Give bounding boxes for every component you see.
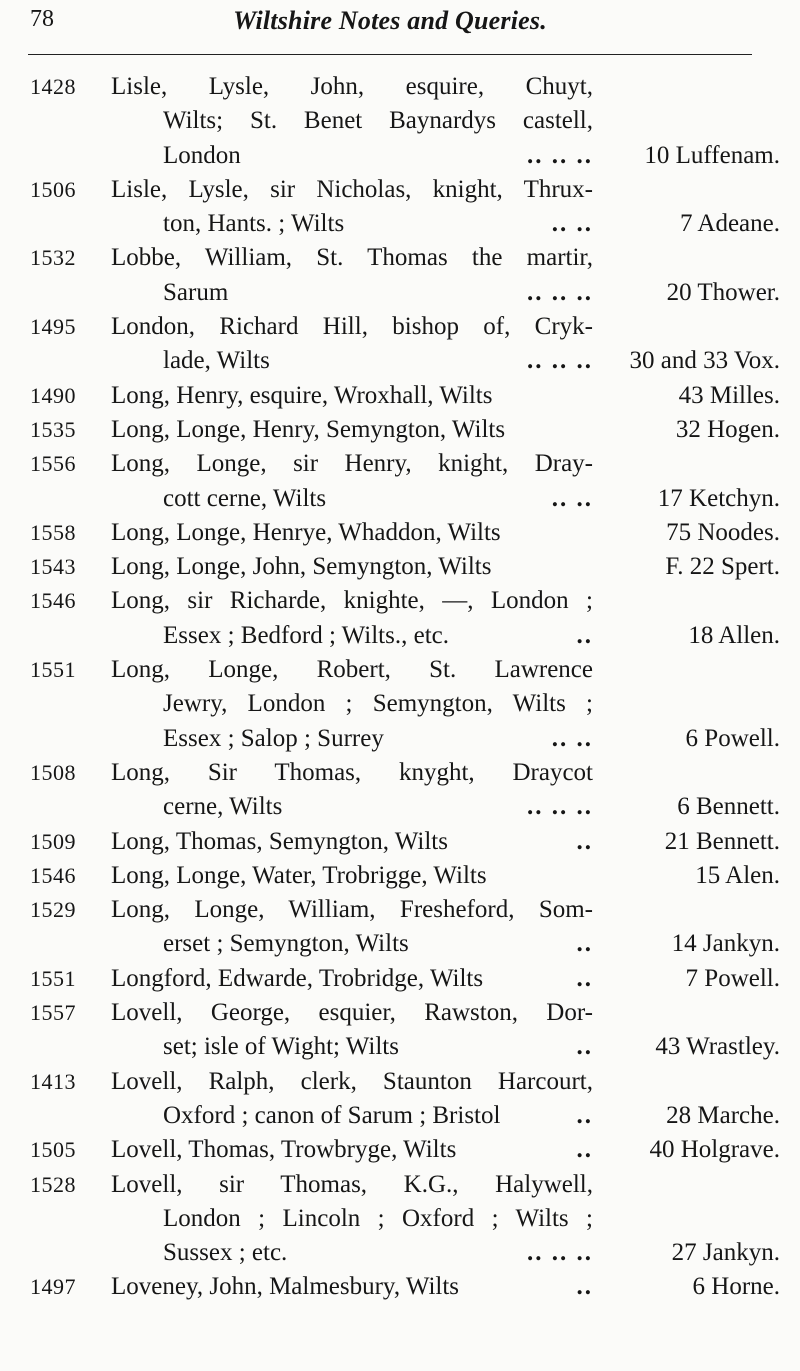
index-entry <box>0 1065 800 1134</box>
entry-text: London, Richard Hill, bishop of, Cryk- <box>111 313 593 341</box>
entry-line <box>111 1270 593 1304</box>
entry-year: 1535 <box>30 416 76 442</box>
entry-year: 1428 <box>30 74 76 99</box>
register-reference: 20 Thower. <box>666 278 780 306</box>
entry-year: 1551 <box>30 657 76 683</box>
dot-leader: .. .. .. <box>527 793 593 821</box>
index-entry <box>0 310 800 379</box>
register-reference: 40 Holgrave. <box>649 1136 780 1164</box>
index-entry <box>0 859 800 893</box>
entry-text: Loveney, John, Malmesbury, Wilts <box>111 1273 460 1301</box>
running-title: Wiltshire Notes and Queries. <box>233 6 547 35</box>
entry-text: Lovell, Ralph, clerk, Staunton Harcourt, <box>111 1067 593 1095</box>
entry-line <box>163 104 593 138</box>
entry-text: cott cerne, Wilts <box>163 484 327 512</box>
index-entries <box>0 70 800 1305</box>
entry-line <box>163 207 593 241</box>
index-entry <box>0 825 800 859</box>
entry-year: 1557 <box>30 1000 76 1026</box>
index-entry <box>0 653 800 756</box>
entry-line <box>111 1133 593 1167</box>
entry-text: Long, Henry, esquire, Wroxhall, Wilts <box>111 381 493 409</box>
entry-text: Wilts; St. Benet Baynardys castell, <box>163 107 593 135</box>
entry-year: 1508 <box>30 759 76 785</box>
entry-line <box>111 653 593 687</box>
register-reference: 6 Horne. <box>692 1273 780 1301</box>
index-entry <box>0 516 800 550</box>
entry-line <box>163 1202 593 1236</box>
dot-leader: .. .. <box>551 484 593 512</box>
entry-line <box>111 447 593 481</box>
entry-text: Sarum <box>163 278 229 306</box>
register-reference: 32 Hogen. <box>675 415 780 443</box>
dot-leader: .. .. <box>551 210 593 238</box>
register-reference: 6 Bennett. <box>677 793 780 821</box>
dot-leader: .. <box>576 621 593 649</box>
register-reference: 43 Milles. <box>678 381 780 409</box>
index-entry <box>0 996 800 1065</box>
index-entry <box>0 1270 800 1304</box>
dot-leader: .. <box>576 1101 593 1129</box>
entry-line <box>111 893 593 927</box>
entry-text: Oxford ; canon of Sarum ; Bristol <box>163 1101 501 1129</box>
entry-year: 1506 <box>30 176 76 202</box>
entry-line <box>111 1168 593 1202</box>
register-reference: 43 Wrastley. <box>655 1033 780 1061</box>
entry-line <box>111 996 593 1030</box>
entry-text: Essex ; Bedford ; Wilts., etc. <box>163 621 449 649</box>
entry-line <box>163 482 593 516</box>
entry-text: Lobbe, William, St. Thomas the martir, <box>111 244 593 272</box>
entry-text: Jewry, London ; Semyngton, Wilts ; <box>163 690 593 718</box>
entry-year: 1532 <box>30 245 76 271</box>
entry-line <box>111 756 593 790</box>
dot-leader: .. <box>576 930 593 958</box>
index-entry <box>0 584 800 653</box>
entry-text: Essex ; Salop ; Surrey <box>163 724 384 752</box>
index-entry <box>0 962 800 996</box>
register-reference: 14 Jankyn. <box>671 930 780 958</box>
dot-leader: .. .. <box>551 724 593 752</box>
entry-text: Longford, Edwarde, Trobridge, Wilts <box>111 964 484 992</box>
dot-leader: .. .. .. <box>527 278 593 306</box>
entry-text: cerne, Wilts <box>163 793 283 821</box>
entry-year: 1490 <box>30 382 76 408</box>
entry-year: 1505 <box>30 1137 76 1163</box>
dot-leader: .. <box>576 1273 593 1301</box>
entry-line <box>111 1065 593 1099</box>
dot-leader: .. <box>576 964 593 992</box>
entry-line <box>111 584 593 618</box>
entry-text: Long, Longe, Henrye, Whaddon, Wilts <box>111 518 501 546</box>
entry-line <box>163 687 593 721</box>
entry-text: London ; Lincoln ; Oxford ; Wilts ; <box>163 1204 593 1232</box>
entry-line <box>163 619 593 653</box>
register-reference: 30 and 33 Vox. <box>629 347 780 375</box>
entry-text: Lovell, sir Thomas, K.G., Halywell, <box>111 1170 593 1198</box>
entry-line <box>163 927 593 961</box>
dot-leader: .. .. .. <box>527 141 593 169</box>
entry-text: Lovell, George, esquier, Rawston, Dor- <box>111 999 593 1027</box>
entry-year: 1497 <box>30 1274 76 1300</box>
register-reference: 17 Ketchyn. <box>657 484 780 512</box>
entry-text: Lovell, Thomas, Trowbryge, Wilts <box>111 1136 457 1164</box>
index-entry <box>0 893 800 962</box>
entry-year: 1529 <box>30 897 76 923</box>
register-reference: 7 Powell. <box>685 964 780 992</box>
index-entry <box>0 447 800 516</box>
entry-line <box>111 413 593 447</box>
entry-line <box>163 1236 593 1270</box>
header-rule <box>28 54 752 55</box>
register-reference: 7 Adeane. <box>680 210 780 238</box>
entry-line <box>163 276 593 310</box>
index-entry <box>0 413 800 447</box>
entry-text: Long, Thomas, Semyngton, Wilts <box>111 827 448 855</box>
register-reference: 18 Allen. <box>688 621 780 649</box>
entry-text: Long, sir Richarde, knighte, —, London ; <box>111 587 593 615</box>
entry-year: 1528 <box>30 1171 76 1197</box>
page-header <box>30 6 750 40</box>
register-reference: 75 Noodes. <box>666 518 780 546</box>
entry-text: Long, Longe, sir Henry, knight, Dray- <box>111 450 593 478</box>
entry-line <box>111 859 593 893</box>
entry-text: Long, Longe, William, Fresheford, Som- <box>111 896 593 924</box>
index-entry <box>0 1168 800 1271</box>
index-entry <box>0 756 800 825</box>
entry-year: 1546 <box>30 862 76 888</box>
entry-text: Long, Longe, Henry, Semyngton, Wilts <box>111 415 506 443</box>
entry-line <box>111 825 593 859</box>
entry-year: 1495 <box>30 314 76 340</box>
register-reference: 10 Luffenam. <box>644 141 780 169</box>
entry-year: 1509 <box>30 828 76 854</box>
entry-line <box>163 722 593 756</box>
entry-line <box>163 790 593 824</box>
register-reference: 15 Alen. <box>695 861 780 889</box>
entry-line <box>111 241 593 275</box>
entry-year: 1558 <box>30 519 76 545</box>
index-entry <box>0 379 800 413</box>
register-reference: 21 Bennett. <box>664 827 780 855</box>
entry-year: 1551 <box>30 965 76 991</box>
index-entry <box>0 241 800 310</box>
entry-text: Long, Longe, John, Semyngton, Wilts <box>111 553 492 581</box>
dot-leader: .. <box>576 1136 593 1164</box>
entry-year: 1546 <box>30 588 76 614</box>
entry-text: ton, Hants. ; Wilts <box>163 210 345 238</box>
entry-line <box>111 550 593 584</box>
register-reference: F. 22 Spert. <box>665 553 780 581</box>
dot-leader: .. .. .. <box>527 1239 593 1267</box>
entry-text: Long, Longe, Robert, St. Lawrence <box>111 656 593 684</box>
entry-text: Sussex ; etc. <box>163 1239 288 1267</box>
entry-line <box>111 962 593 996</box>
entry-line <box>163 1099 593 1133</box>
dot-leader: .. <box>576 827 593 855</box>
entry-year: 1543 <box>30 554 76 580</box>
entry-line <box>111 310 593 344</box>
index-entry <box>0 70 800 173</box>
entry-text: London <box>163 141 241 169</box>
index-entry <box>0 173 800 242</box>
entry-line <box>163 139 593 173</box>
page-number: 78 <box>30 6 54 32</box>
entry-line <box>111 173 593 207</box>
entry-text: Long, Longe, Water, Trobrigge, Wilts <box>111 861 487 889</box>
entry-text: set; isle of Wight; Wilts <box>163 1033 399 1061</box>
entry-year: 1413 <box>30 1068 76 1094</box>
dot-leader: .. <box>576 1033 593 1061</box>
entry-line <box>163 1030 593 1064</box>
entry-text: erset ; Semyngton, Wilts <box>163 930 409 958</box>
entry-year: 1556 <box>30 451 76 477</box>
register-reference: 6 Powell. <box>685 724 780 752</box>
entry-text: lade, Wilts <box>163 347 270 375</box>
entry-text: Lisle, Lysle, sir Nicholas, knight, Thrux- <box>111 175 593 203</box>
register-reference: 27 Jankyn. <box>671 1239 780 1267</box>
entry-line <box>111 70 593 104</box>
entry-text: Lisle, Lysle, John, esquire, Chuyt, <box>111 73 593 100</box>
entry-line <box>111 516 593 550</box>
register-reference: 28 Marche. <box>666 1101 780 1129</box>
index-entry <box>0 550 800 584</box>
entry-line <box>163 344 593 378</box>
entry-line <box>111 379 593 413</box>
entry-text: Long, Sir Thomas, knyght, Draycot <box>111 758 593 786</box>
dot-leader: .. .. .. <box>527 347 593 375</box>
index-entry <box>0 1133 800 1167</box>
